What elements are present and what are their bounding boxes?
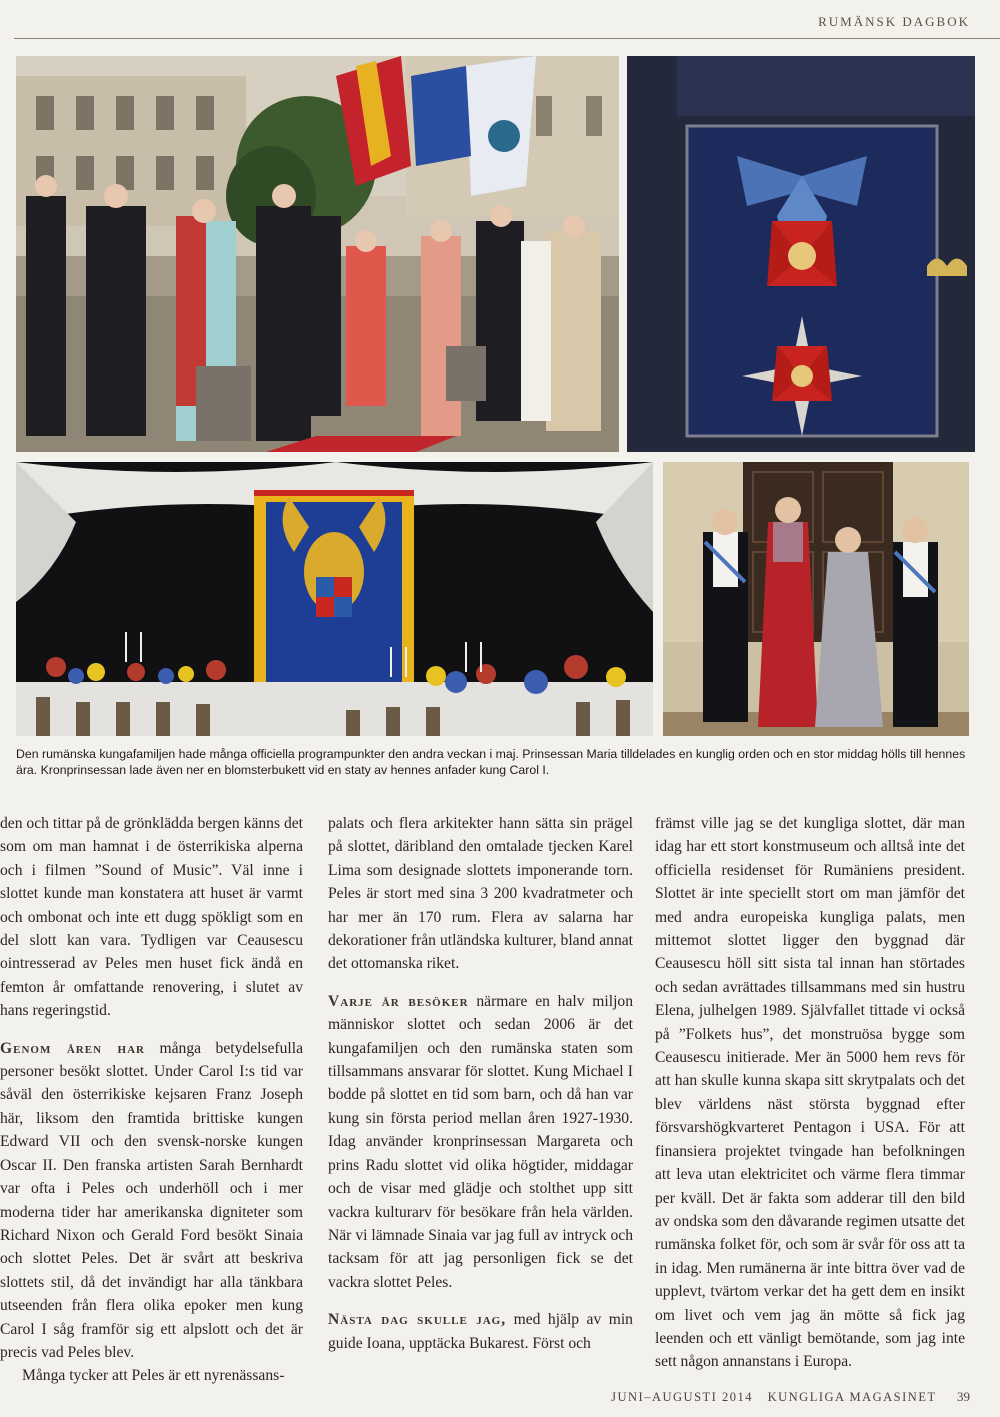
paragraph-text: många betydelsefulla personer besökt slottet. Under Carol I:s tid var såväl den österrikiske kejsaren Franz Joseph här, liksom den framtida brittiske kungen Edward VII och den svensk-norske kungen Oscar II. Den franska artisten Sarah Bernhardt var ofta i Peles och underhöll och i mer moderna tider har amerikanska digniteter som Richard Nixon och Gerald Ford besökt Sinaia och slottet Peles. Det är svårt att beskriva slottets stil, då det invändigt har alla tänkbara utseenden från flera olika epoker men kung Carol I såg framför sig ett alpslott och det är precis vad Peles blev. xyxy=(0,1039,303,1361)
paragraph: palats och flera arkitekter hann sätta sin prägel på slottet, däribland den omtalade tjecken Karel Lima som designade slottets imponerande torn. Peles är stort med sina 3 200 kvadratmeter och har mer än 170 rum. Flera av salarna har dekorationer från utländska kulturer, bland annat det ottomanska riket. xyxy=(328,815,633,973)
paragraph xyxy=(328,990,633,1294)
lead-in: Genom åren har xyxy=(0,1039,145,1057)
royal-family-photo xyxy=(663,462,969,736)
photo-caption: Den rumänska kungafamiljen hade många officiella programpunkter den andra veckan i maj. Prinsessan Maria tilldelades en kunglig orden och en stor middag hölls till hennes ära. Kronprinsessan lade även ner en blomsterbukett vid en staty av hennes anfader kung Carol I. xyxy=(16,747,966,777)
paragraph xyxy=(0,1037,303,1365)
paragraph: främst ville jag se det kungliga slottet, där man idag har ett stort konstmuseum och alltså inte det officiella residenset för Rumäniens president. Slottet är inte speciellt stort om man jämför det med andra europeiska kungliga palats, men mittemot slottet ligger den byggnad där Ceausescu höll sitt sista tal innan han störtades och sedan avrättades tillsammans med sin hustru Elena, julhelgen 1989. Självfallet tittade vi också på ”Folkets hus”, det monstruösa bygge som Ceausescu initierade. Mer än 5000 hem revs för att han skulle kunna skapa sitt skrytpalats och det blev världens näst största byggnad efter försvarshögkvarteret Pentagon i USA. För att finansiera projektet tvingade han befolkningen att leva utan elektricitet och värme flera timmar per kväll. Det är fakta som adderar till den bild av ondska som den dåvarande regimen utsatte det rumänska folket för, och som är svår för oss att ta in idag. Men rumänerna är inte bittra över vad de upplevt, tvärtom verkar det ha gett dem en insikt om livet och vem jag än mötte så fick jag leenden och ett vänligt bemötande, som jag inte sett någon annanstans i Europa. xyxy=(655,815,965,1371)
paragraph xyxy=(328,1308,633,1355)
paragraph: Många tycker att Peles är ett nyrenässans- xyxy=(22,1367,285,1385)
article-column-2 xyxy=(328,812,633,1355)
paragraph-text: närmare en halv miljon människor slottet och sedan 2006 är det kungafamiljen och den rumänska staten som tillsammans ansvarar för slottet. Kung Michael I bodde på slottet en tid som barn, och då han var kung sin första period mellan åren 1927-1930. Idag använder kronprinsessan Margareta och prins Radu slottet vid olika högtider, middagar och de visar med glädje och stolthet upp sitt vackra kulturarv för besökare från hela världen. När vi lämnade Sinaia var jag full av intryck och tacksam för att jag personligen fick se det vackra slottet Peles. xyxy=(328,992,633,1291)
ceremony-photo xyxy=(16,56,619,452)
article-column-1 xyxy=(0,812,303,1388)
header-divider xyxy=(14,38,1000,39)
magazine-name: KUNGLIGA MAGASINET xyxy=(767,1390,937,1404)
section-header: RUMÄNSK DAGBOK xyxy=(818,14,970,29)
dinner-hall-photo xyxy=(16,462,653,736)
page-footer xyxy=(611,1389,970,1405)
royal-order-photo xyxy=(627,56,975,452)
issue-date: JUNI–AUGUSTI 2014 xyxy=(611,1390,753,1404)
paragraph: den och tittar på de grönklädda bergen känns det som om man hamnat i de österrikiska alperna och i filmen ”Sound of Music”. Väl inne i slottet kunde man konstatera att huset är varmt och ombonat och inte ett dugg spökligt som en del slott kan vara. Tydligen var Ceausescu ointresserad av Peles men huset fick ändå en femton år omfattande renovering, i slutet av hans regeringstid. xyxy=(0,815,303,1020)
lead-in: Nästa dag skulle jag, xyxy=(328,1311,507,1329)
lead-in: Varje år besöker xyxy=(328,992,469,1010)
paragraph-text: med hjälp av min guide Ioana, upptäcka Bukarest. Först och xyxy=(328,1311,633,1352)
article-column-3 xyxy=(655,812,965,1374)
page-number: 39 xyxy=(957,1389,970,1404)
